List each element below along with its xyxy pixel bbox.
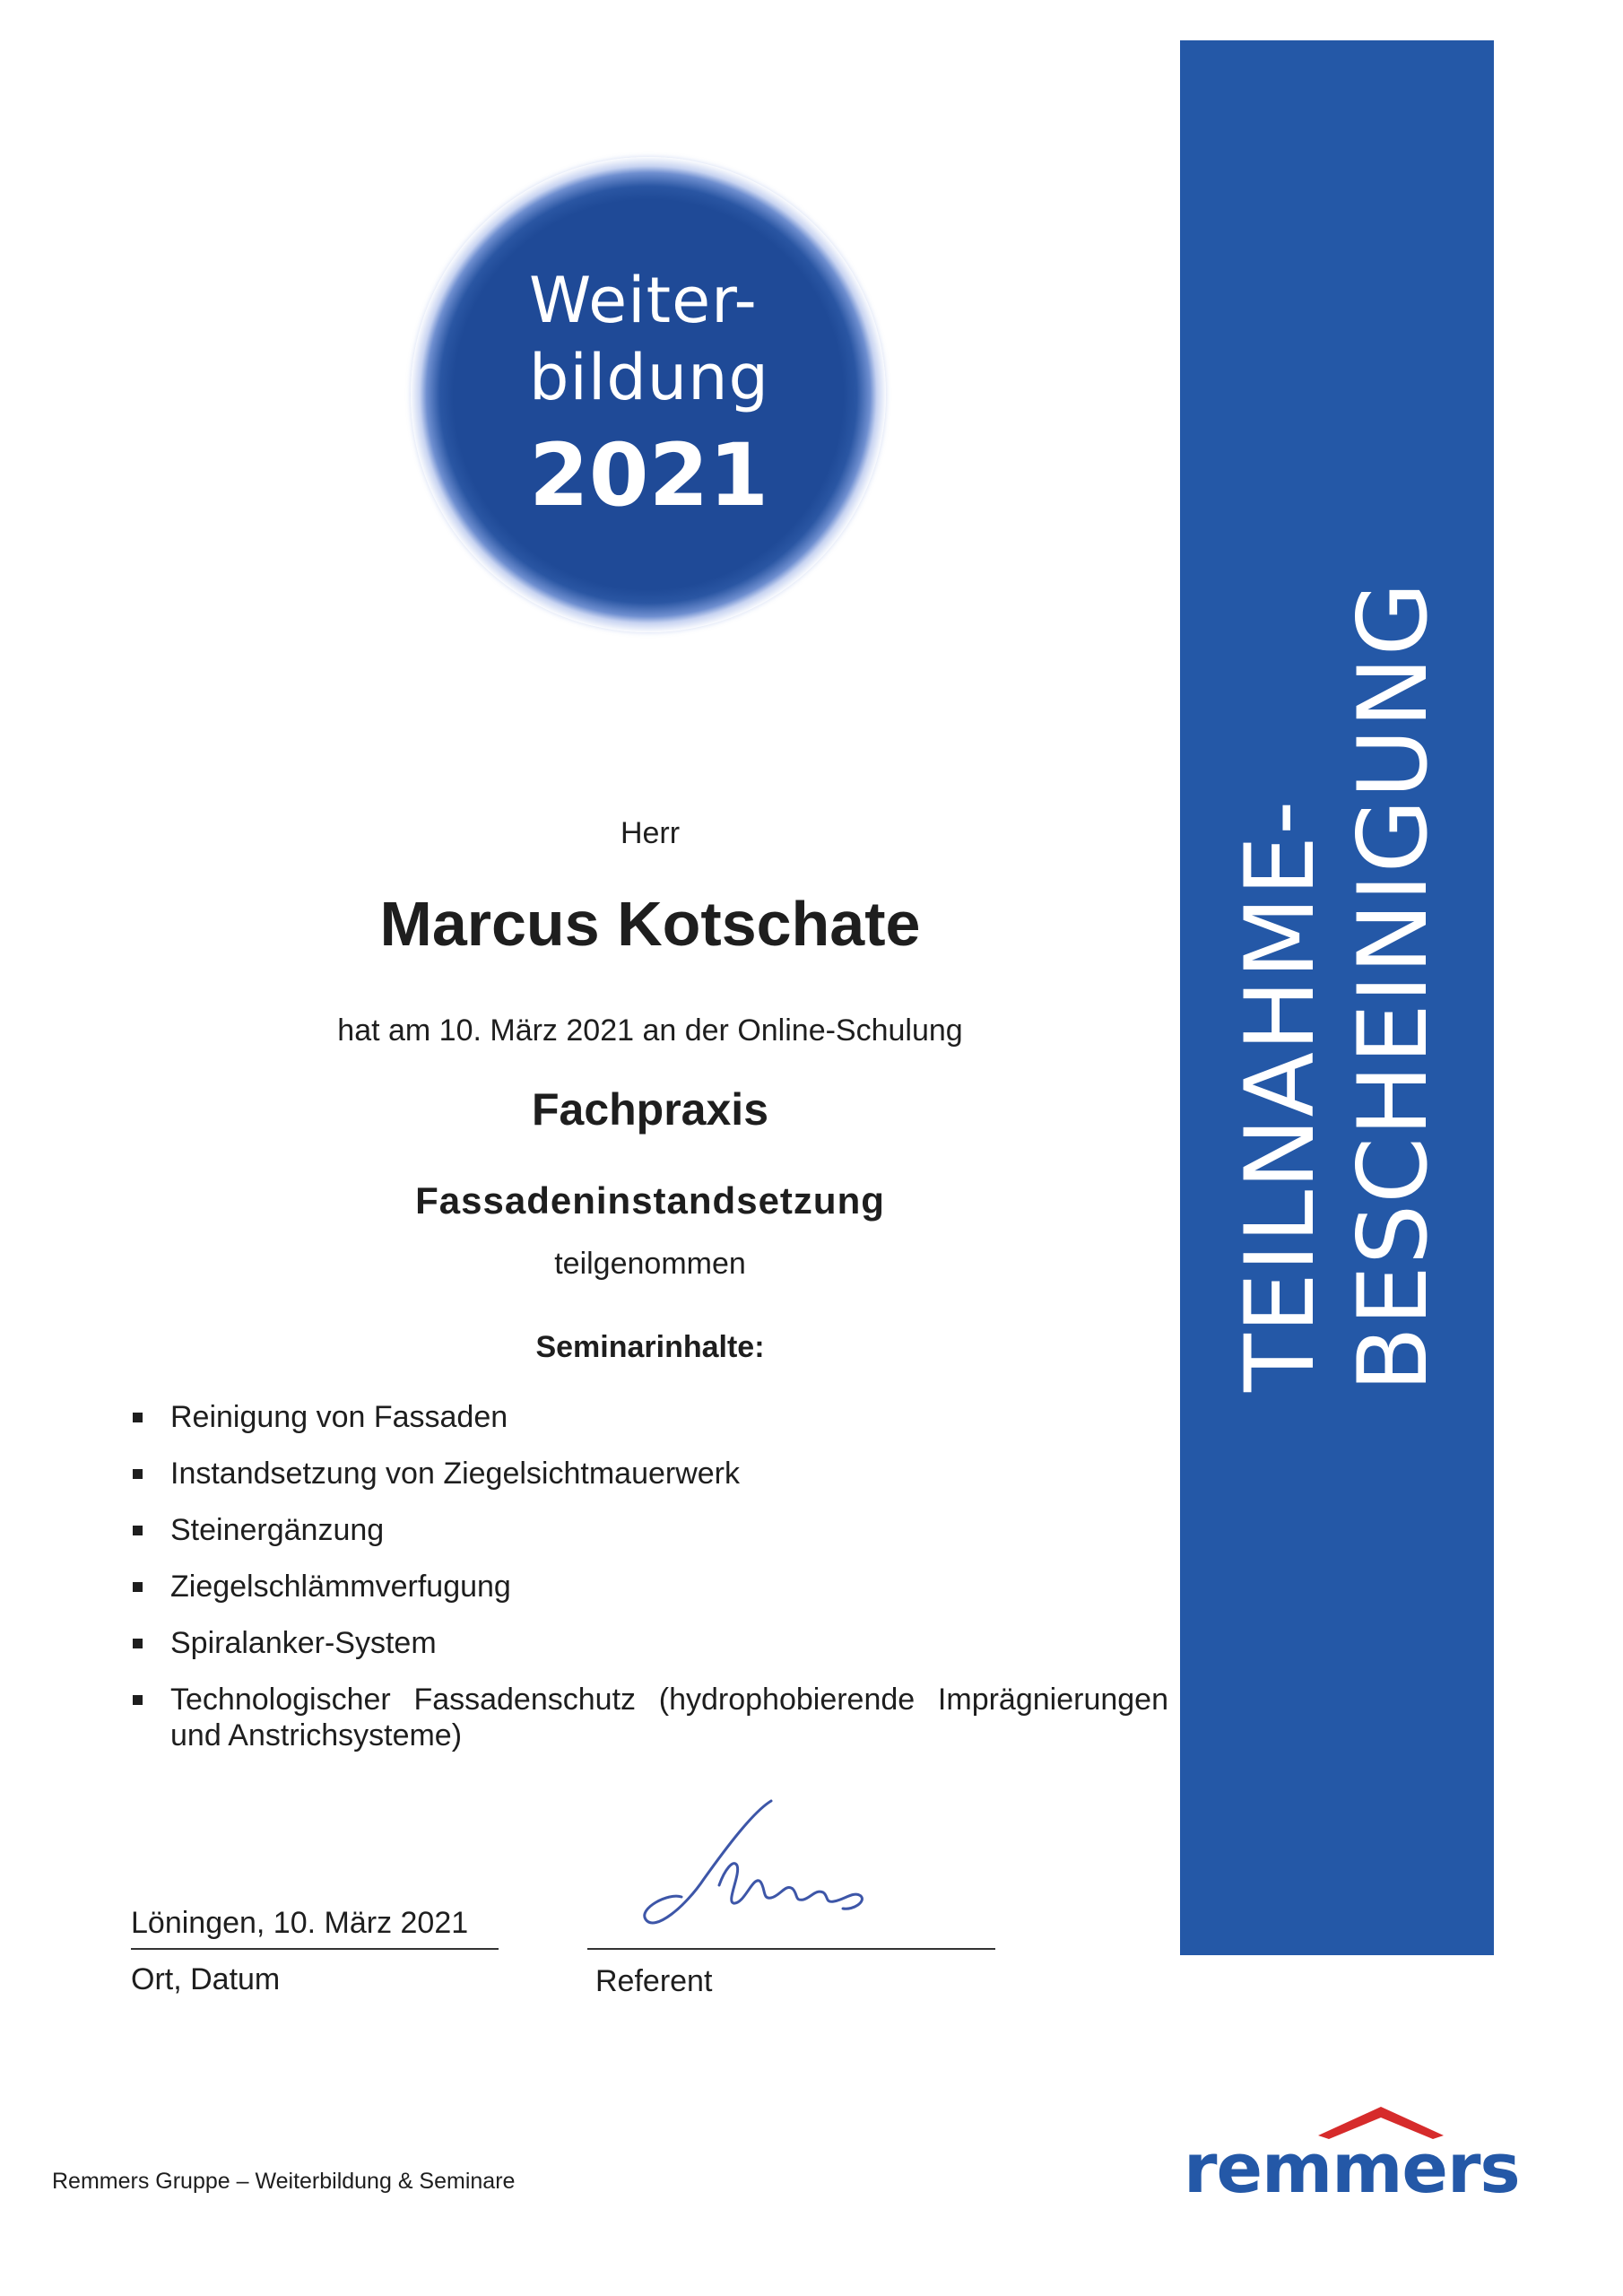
bullet-icon: [133, 1695, 143, 1705]
bullet-icon: [133, 1639, 143, 1648]
handwritten-signature: [619, 1785, 942, 1937]
course-intro: hat am 10. März 2021 an der Online-Schulung: [337, 1013, 963, 1048]
list-item: Technologischer Fassadenschutz (hydrophobierende Imprägnierungen und Anstrichsysteme): [133, 1682, 1168, 1753]
course-title: Fachpraxis: [531, 1084, 768, 1135]
salutation: Herr: [620, 816, 681, 850]
bullet-icon: [133, 1582, 143, 1592]
referent-line: [587, 1948, 995, 1950]
footer-organization: Remmers Gruppe – Weiterbildung & Seminare: [52, 2169, 516, 2194]
list-item: Reinigung von Fassaden: [133, 1399, 1168, 1435]
badge-line-2: bildung: [529, 341, 769, 414]
list-item: Instandsetzung von Ziegelsichtmauerwerk: [133, 1456, 1168, 1492]
certificate-title-line-1: TEILNAHME-: [1225, 799, 1335, 1392]
referent-label: Referent: [595, 1964, 713, 1998]
place-date-label: Ort, Datum: [131, 1962, 281, 1996]
badge-line-1: Weiter-: [529, 264, 758, 337]
logo-wordmark: remmers: [1184, 2128, 1520, 2208]
recipient-name: Marcus Kotschate: [379, 889, 921, 959]
certificate-title-line-2: BESCHEINIGUNG: [1338, 581, 1448, 1392]
contents-list: [133, 1399, 1168, 1774]
bullet-icon: [133, 1469, 143, 1479]
list-item: Ziegelschlämmverfugung: [133, 1569, 1168, 1605]
bullet-icon: [133, 1413, 143, 1422]
badge-year: 2021: [529, 425, 769, 526]
contents-heading: Seminarinhalte:: [535, 1330, 765, 1364]
certificate-title: [1224, 581, 1450, 1392]
remmers-logo: [1175, 2103, 1520, 2220]
place-date-value: Löningen, 10. März 2021: [131, 1906, 469, 1940]
list-item: Steinergänzung: [133, 1512, 1168, 1548]
bullet-icon: [133, 1526, 143, 1535]
participated-text: teilgenommen: [554, 1247, 746, 1281]
place-date-line: [131, 1948, 499, 1950]
course-topic: Fassadeninstandsetzung: [415, 1179, 885, 1222]
list-item: Spiralanker-System: [133, 1625, 1168, 1661]
